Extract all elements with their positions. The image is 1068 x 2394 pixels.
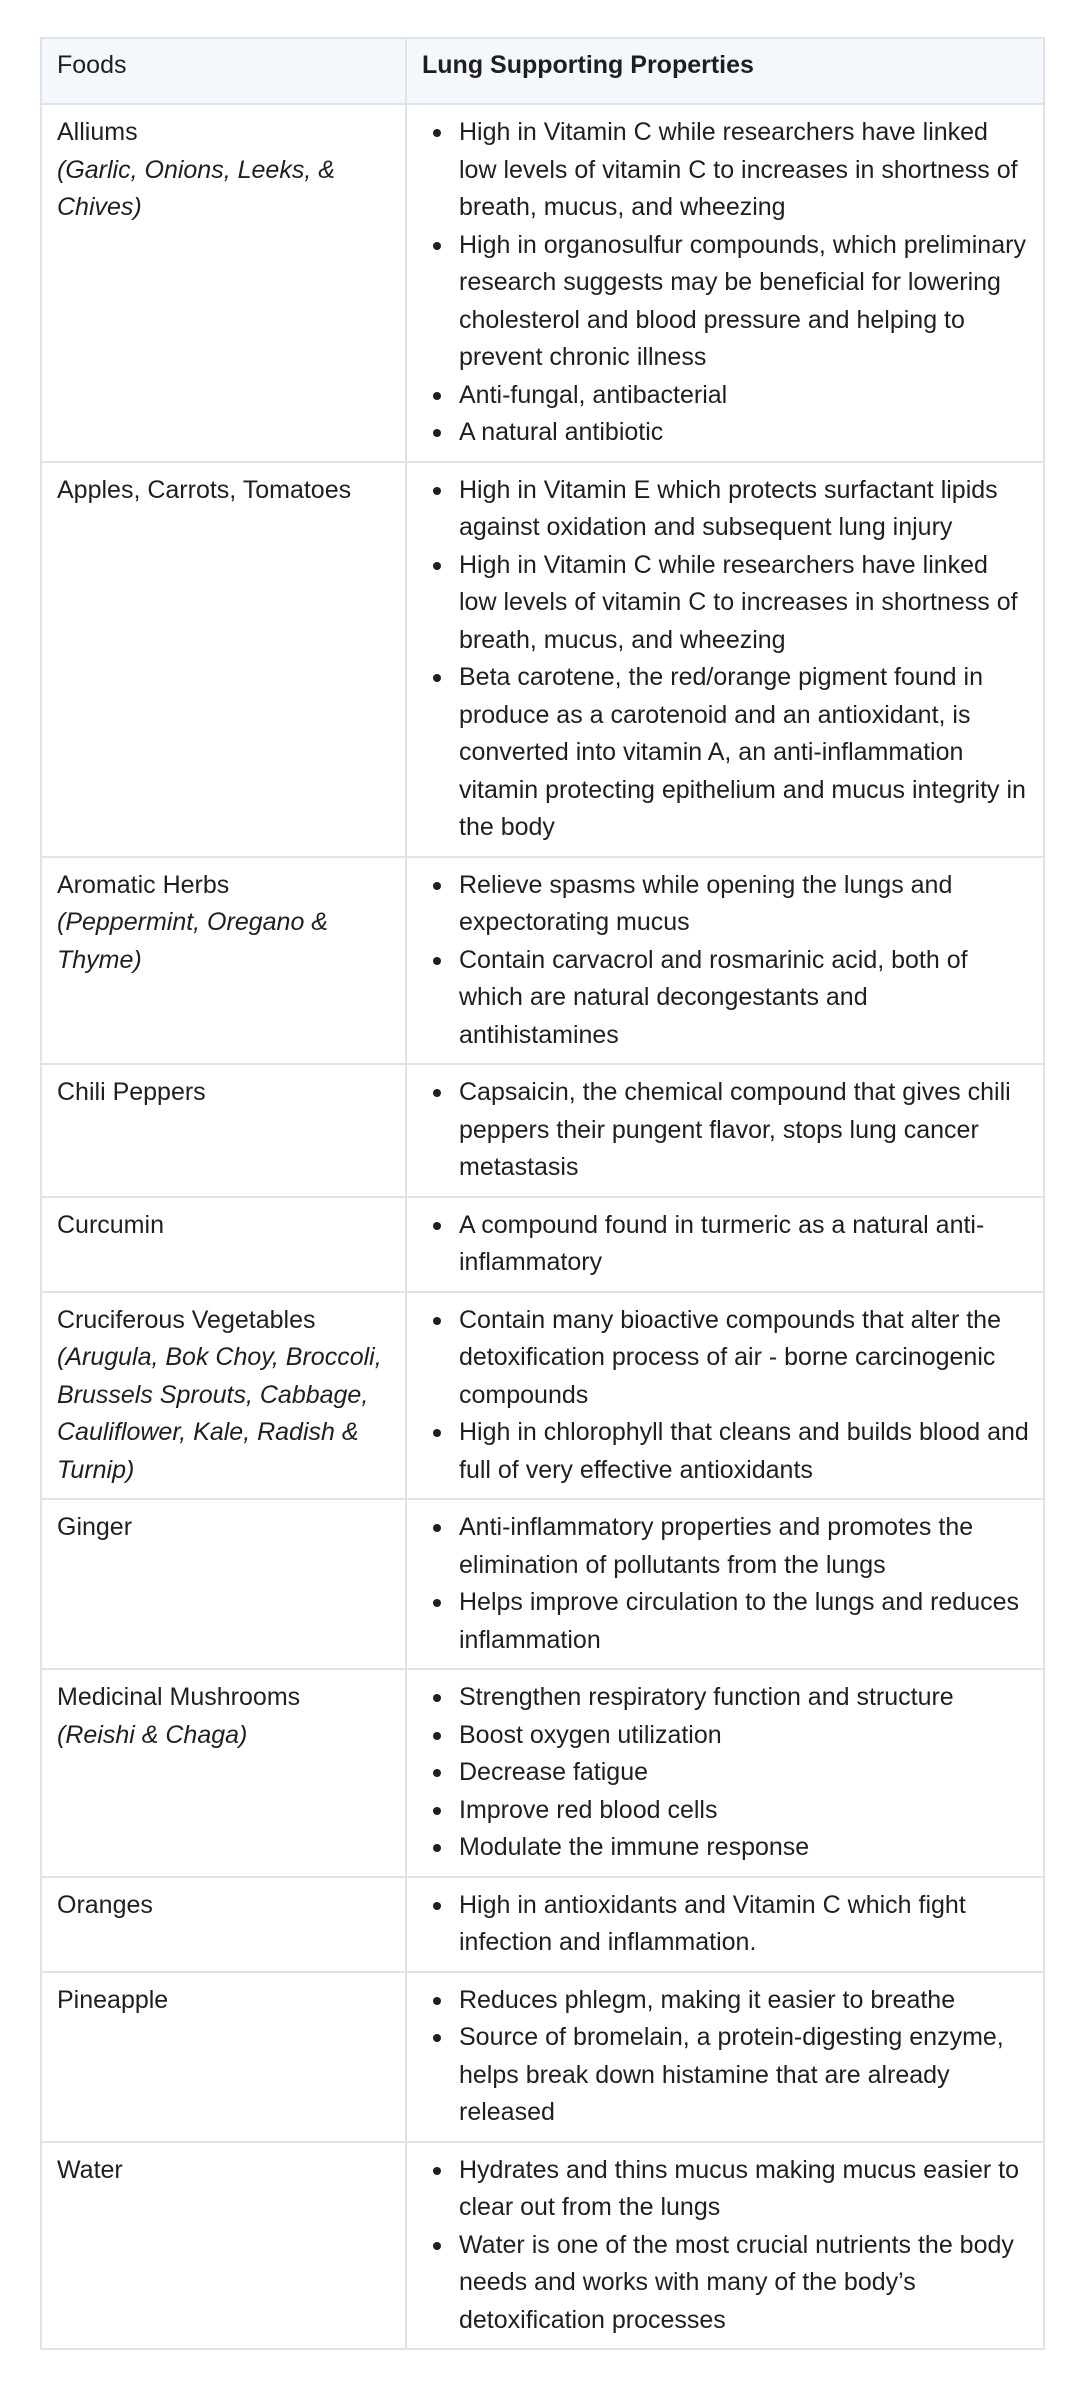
food-cell xyxy=(41,1064,406,1197)
property-item: High in organosulfur compounds, which preliminary research suggests may be beneficial for lowering cholesterol and blood pressure and helping to prevent chronic illness xyxy=(459,227,1029,377)
food-name: Alliums xyxy=(57,118,138,146)
property-item: Anti-fungal, antibacterial xyxy=(459,377,1029,415)
foods-column-header: Foods xyxy=(41,38,406,104)
table-row xyxy=(41,1972,1044,2142)
food-cell xyxy=(41,857,406,1065)
properties-cell xyxy=(406,462,1044,857)
property-item: Helps improve circulation to the lungs and reduces inflammation xyxy=(459,1584,1029,1659)
properties-cell xyxy=(406,104,1044,462)
food-cell xyxy=(41,462,406,857)
table-row xyxy=(41,1292,1044,1500)
header-row xyxy=(41,38,1044,104)
property-item: Contain many bioactive compounds that alter the detoxification process of air - borne carcinogenic compounds xyxy=(459,1302,1029,1415)
properties-list xyxy=(459,472,1029,847)
properties-cell xyxy=(406,1064,1044,1197)
food-cell xyxy=(41,1292,406,1500)
property-item: Improve red blood cells xyxy=(459,1792,1029,1830)
foods-table xyxy=(40,37,1045,2350)
property-item: High in antioxidants and Vitamin C which fight infection and inflammation. xyxy=(459,1887,1029,1962)
table-row xyxy=(41,2142,1044,2350)
property-item: Beta carotene, the red/orange pigment found in produce as a carotenoid and an antioxidant, is converted into vitamin A, an anti-inflammation vitamin protecting epithelium and mucus integrity in the body xyxy=(459,659,1029,847)
food-name: Curcumin xyxy=(57,1210,164,1239)
food-cell xyxy=(41,2142,406,2350)
table-row xyxy=(41,1877,1044,1972)
properties-cell xyxy=(406,857,1044,1065)
properties-list xyxy=(459,1509,1029,1659)
table-row xyxy=(41,462,1044,857)
food-cell xyxy=(41,1972,406,2142)
properties-list xyxy=(459,114,1029,452)
food-name: Water xyxy=(57,2155,123,2184)
table-row xyxy=(41,1669,1044,1877)
property-item: Strengthen respiratory function and structure xyxy=(459,1679,1029,1717)
property-item: A compound found in turmeric as a natural anti-inflammatory xyxy=(459,1207,1029,1282)
food-examples: (Arugula, Bok Choy, Broccoli, Brussels Sprouts, Cabbage, Cauliflower, Kale, Radish & Turnip) xyxy=(57,1343,382,1484)
table-row xyxy=(41,1499,1044,1669)
table-row xyxy=(41,1064,1044,1197)
properties-cell xyxy=(406,1197,1044,1292)
property-item: Contain carvacrol and rosmarinic acid, both of which are natural decongestants and antihistamines xyxy=(459,942,1029,1055)
property-item: Capsaicin, the chemical compound that gives chili peppers their pungent flavor, stops lung cancer metastasis xyxy=(459,1074,1029,1187)
food-cell xyxy=(41,1877,406,1972)
table-row xyxy=(41,1197,1044,1292)
property-item: High in Vitamin C while researchers have linked low levels of vitamin C to increases in shortness of breath, mucus, and wheezing xyxy=(459,114,1029,227)
properties-cell xyxy=(406,2142,1044,2350)
properties-list xyxy=(459,1302,1029,1490)
food-name: Apples, Carrots, Tomatoes xyxy=(57,475,352,504)
property-item: Modulate the immune response xyxy=(459,1829,1029,1867)
property-item: Relieve spasms while opening the lungs and expectorating mucus xyxy=(459,867,1029,942)
properties-cell xyxy=(406,1669,1044,1877)
properties-list xyxy=(459,1207,1029,1282)
property-item: Hydrates and thins mucus making mucus easier to clear out from the lungs xyxy=(459,2152,1029,2227)
properties-cell xyxy=(406,1499,1044,1669)
food-examples: (Garlic, Onions, Leeks, & Chives) xyxy=(57,155,335,221)
food-name: Aromatic Herbs xyxy=(57,870,230,899)
property-item: High in Vitamin E which protects surfactant lipids against oxidation and subsequent lung injury xyxy=(459,472,1029,547)
property-item: High in chlorophyll that cleans and builds blood and full of very effective antioxidants xyxy=(459,1414,1029,1489)
properties-cell xyxy=(406,1877,1044,1972)
properties-list xyxy=(459,1679,1029,1867)
food-name: Medicinal Mushrooms xyxy=(57,1683,301,1711)
food-cell xyxy=(41,1197,406,1292)
food-cell xyxy=(41,104,406,462)
properties-list xyxy=(459,867,1029,1055)
table-row xyxy=(41,857,1044,1065)
food-cell xyxy=(41,1499,406,1669)
table-row xyxy=(41,104,1044,462)
property-item: Anti-inflammatory properties and promotes the elimination of pollutants from the lungs xyxy=(459,1509,1029,1584)
food-examples: (Peppermint, Oregano & Thyme) xyxy=(57,908,328,974)
property-item: A natural antibiotic xyxy=(459,414,1029,452)
food-name: Chili Peppers xyxy=(57,1078,206,1106)
table-body xyxy=(41,104,1044,2349)
properties-column-header: Lung Supporting Properties xyxy=(406,38,1044,104)
property-item: Boost oxygen utilization xyxy=(459,1717,1029,1755)
food-examples: (Reishi & Chaga) xyxy=(57,1720,248,1749)
food-name: Cruciferous Vegetables xyxy=(57,1305,316,1334)
property-item: Decrease fatigue xyxy=(459,1754,1029,1792)
properties-list xyxy=(459,1074,1029,1187)
properties-list xyxy=(459,1887,1029,1962)
food-name: Ginger xyxy=(57,1513,133,1541)
property-item: Reduces phlegm, making it easier to breathe xyxy=(459,1982,1029,2020)
food-name: Pineapple xyxy=(57,1985,169,2014)
properties-cell xyxy=(406,1972,1044,2142)
properties-list xyxy=(459,1982,1029,2132)
property-item: High in Vitamin C while researchers have linked low levels of vitamin C to increases in shortness of breath, mucus, and wheezing xyxy=(459,547,1029,660)
food-name: Oranges xyxy=(57,1890,153,1919)
properties-cell xyxy=(406,1292,1044,1500)
properties-list xyxy=(459,2152,1029,2340)
food-cell xyxy=(41,1669,406,1877)
table-header xyxy=(41,38,1044,104)
property-item: Water is one of the most crucial nutrients the body needs and works with many of the body’s detoxification processes xyxy=(459,2227,1029,2340)
property-item: Source of bromelain, a protein-digesting enzyme, helps break down histamine that are already released xyxy=(459,2019,1029,2132)
